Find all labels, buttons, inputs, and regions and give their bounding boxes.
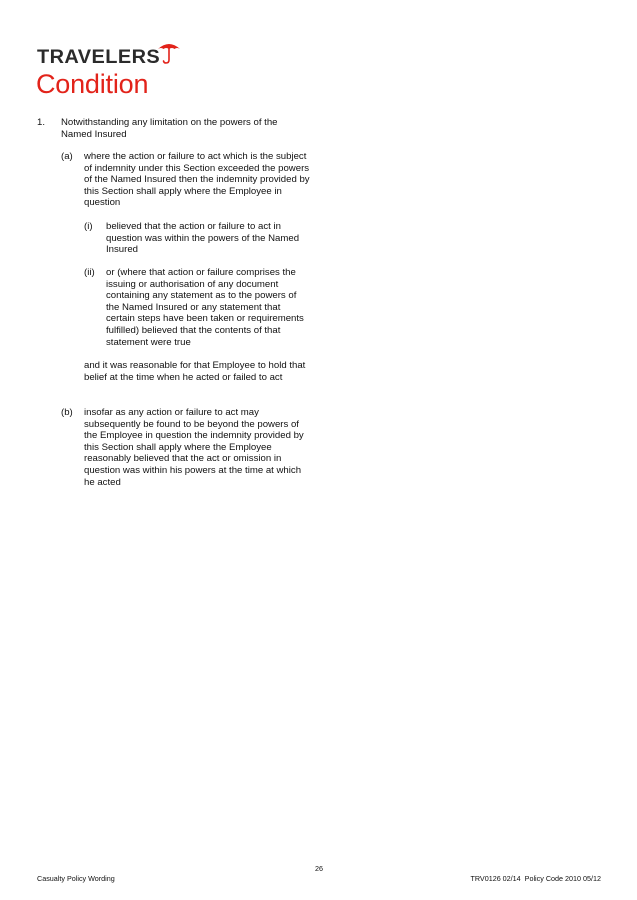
clause-number: 1. <box>37 117 46 128</box>
item-ii-text: or (where that action or failure comprises the issuing or authorisation of any document containing any statement as to the powers of the Named Insured or any statement that certain steps have been taken or requirements fulfilled) believed that the contents of that statement were true <box>106 267 304 348</box>
travelers-logo <box>37 37 182 67</box>
subclause-b-text: insofar as any action or failure to act may subsequently be found to be beyond the powers of the Employee in question the indemnity provided by this Section shall apply where the Employee reasonably believed that the act or omission in question was within his powers at the time at which he acted <box>84 407 304 488</box>
logo-wordmark: TRAVELERS <box>37 47 161 68</box>
footer-right: TRV0126 02/14 Policy Code 2010 05/12 <box>470 874 601 883</box>
subclause-a-closing: and it was reasonable for that Employee to hold that belief at the time when he acted or failed to act <box>84 360 306 383</box>
page-number: 26 <box>315 864 323 873</box>
item-i-label: (i) <box>84 221 93 232</box>
subclause-a-text: where the action or failure to act which is the subject of indemnity under this Section exceeded the powers of the Named Insured then the indemnity provided by this Section shall apply where the Employee in question <box>84 151 310 209</box>
umbrella-icon <box>156 39 182 65</box>
footer-left: Casualty Policy Wording <box>37 874 115 883</box>
item-i-text: believed that the action or failure to act in question was within the powers of the Named Insured <box>106 221 300 256</box>
clause-intro: Notwithstanding any limitation on the powers of the Named Insured <box>61 117 278 140</box>
item-ii-label: (ii) <box>84 267 95 278</box>
subclause-b-label: (b) <box>61 407 73 418</box>
subclause-a-label: (a) <box>61 151 73 162</box>
page-title: Condition <box>36 69 149 99</box>
